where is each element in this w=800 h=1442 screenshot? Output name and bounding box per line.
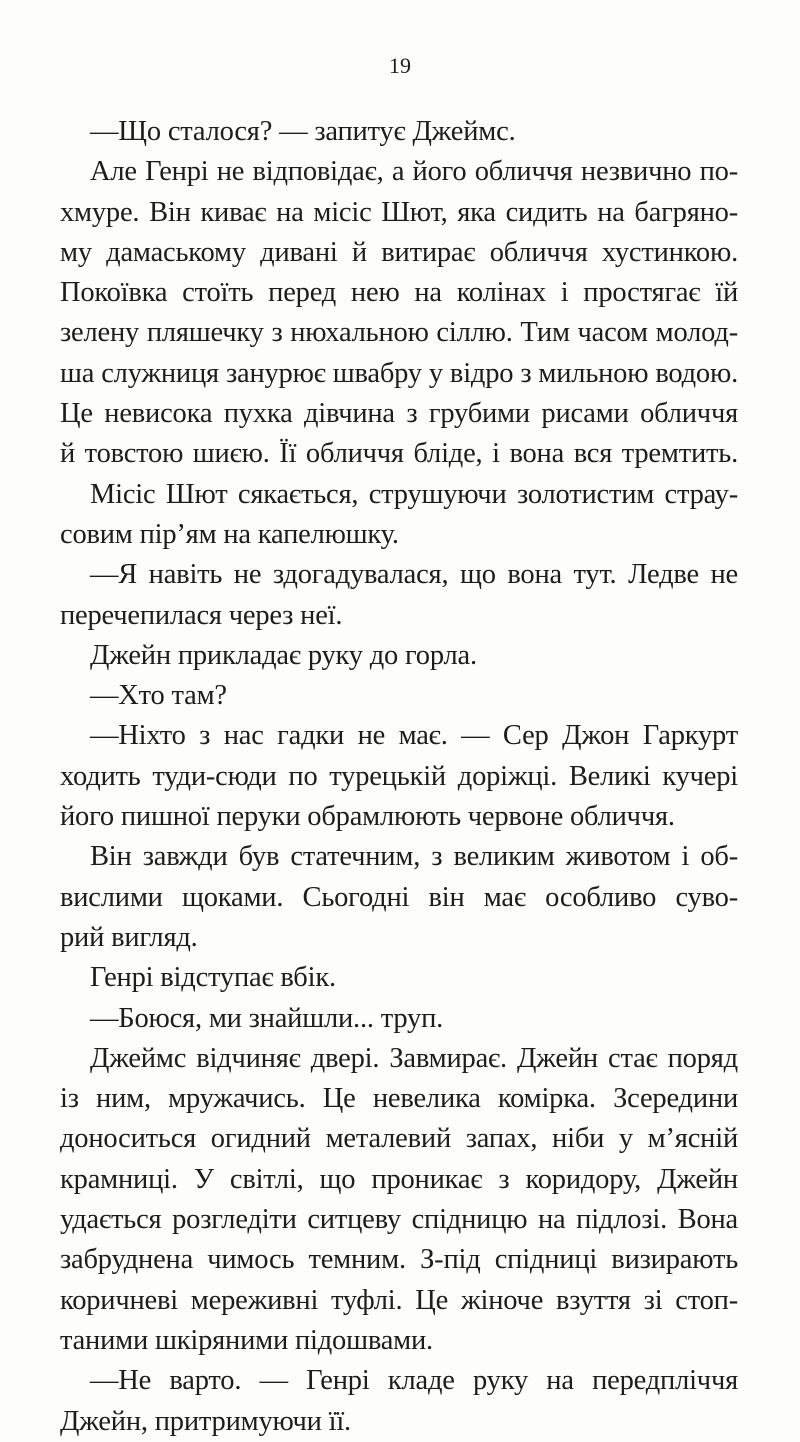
body-text (60, 112, 738, 1442)
text-line: Джейн прикладає руку до горла. (90, 639, 477, 671)
text-line: ша служниця занурює швабру у відро з мильною водою. (60, 357, 738, 389)
text-line: вислими щоками. Сьогодні він має особливо суво- (60, 881, 738, 913)
text-line: коричневі мереживні туфлі. Це жіноче взуття зі стоп- (60, 1284, 738, 1316)
text-line: крамниці. У світлі, що проникає з коридору, Джейн (60, 1163, 738, 1195)
text-line: —Я навіть не здогадувалася, що вона тут. Ледве не (90, 559, 738, 591)
text-line: совим пір’ям на капелюшку. (60, 518, 399, 550)
text-line: Він завжди був статечним, з великим животом і об- (90, 841, 738, 873)
text-line: забруднена чимось темним. З-під спідниці визирають (60, 1244, 738, 1276)
text-line: —Ніхто з нас гадки не має. — Сер Джон Гаркурт (90, 720, 738, 752)
text-line: зелену пляшечку з нюхальною сіллю. Тим часом молод- (60, 317, 738, 349)
text-line: Джейн, притримуючи її. (60, 1405, 351, 1437)
text-line: хмуре. Він киває на місіс Шют, яка сидить на багряно- (60, 196, 738, 228)
text-line: рий вигляд. (60, 921, 198, 953)
text-line: —Що сталося? — запитує Джеймс. (90, 116, 516, 147)
text-line: —Не варто. — Генрі кладе руку на передпліччя (90, 1365, 738, 1397)
text-line: удається розгледіти ситцеву спідницю на підлозі. Вона (60, 1204, 738, 1236)
text-line: Покоївка стоїть перед нею на колінах і простягає їй (60, 277, 738, 309)
text-line: му дамаському дивані й витирає обличчя хустинкою. (60, 236, 738, 268)
text-line: —Боюся, ми знайшли... труп. (90, 1002, 444, 1034)
text-line: із ним, мружачись. Це невелика комірка. Зсередини (60, 1083, 738, 1115)
text-line: —Хто там? (90, 680, 227, 712)
text-line: Генрі відступає вбік. (90, 962, 336, 994)
text-line: Це невисока пухка дівчина з грубими рисами обличчя (60, 398, 738, 430)
page-number: 19 (389, 53, 411, 78)
text-line: ходить туди-сюди по турецькій доріжці. Великі кучері (60, 760, 738, 792)
text-line: Джеймс відчиняє двері. Завмирає. Джейн стає поряд (90, 1042, 738, 1074)
text-line: перечепилася через неї. (60, 599, 343, 631)
text-line: його пишної перуки обрамлюють червоне обличчя. (60, 801, 675, 833)
text-line: таними шкіряними підошвами. (60, 1324, 433, 1356)
text-line: доноситься огидний металевий запах, ніби у м’ясній (60, 1123, 738, 1155)
text-line: й товстою шиєю. Її обличчя бліде, і вона вся тремтить. (60, 438, 738, 470)
text-line: Місіс Шют сякається, струшуючи золотистим страу- (90, 478, 738, 510)
text-line: Але Генрі не відповідає, а його обличчя незвично по- (90, 156, 738, 188)
